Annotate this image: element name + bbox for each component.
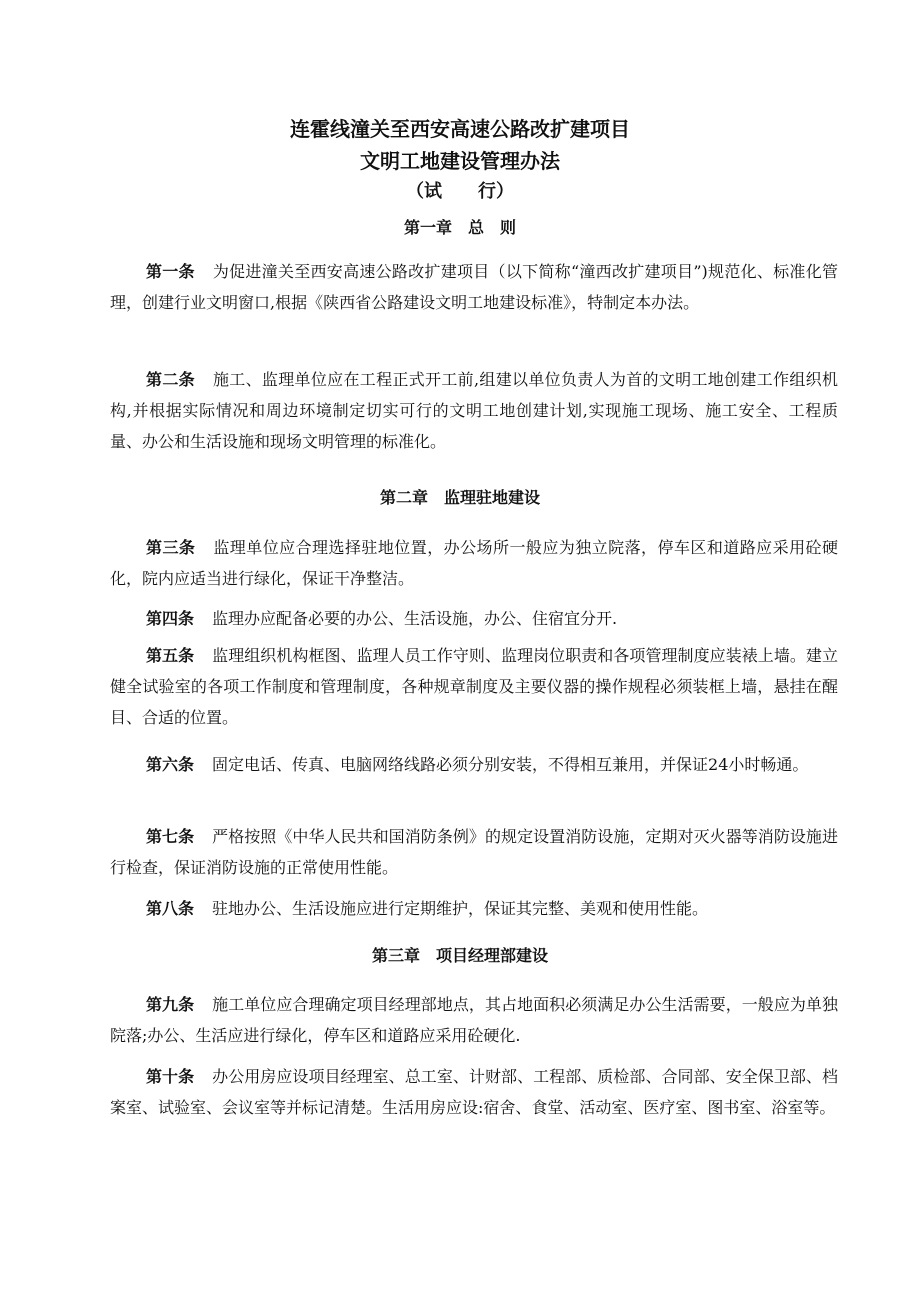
article-text: 办公用房应设项目经理室、总工室、计财部、工程部、质检部、合同部、安全保卫部、档案室、试验室、会议室等并标记清楚。生活用房应设:宿舍、食堂、活动室、医疗室、图书室、浴室等。 bbox=[110, 1067, 838, 1117]
article-paragraph bbox=[110, 821, 838, 883]
article-paragraph bbox=[110, 532, 838, 594]
document-subtitle: （试 行） bbox=[406, 181, 514, 202]
document-title-line1: 连霍线潼关至西安高速公路改扩建项目 bbox=[290, 117, 630, 141]
article-paragraph bbox=[110, 256, 838, 318]
chapter-heading: 第一章 总 则 bbox=[403, 218, 516, 237]
article-label: 第三条 bbox=[146, 538, 196, 557]
article-text: 施工单位应合理确定项目经理部地点，其占地面积必须满足办公生活需要，一般应为单独院落;办公、生活应进行绿化，停车区和道路应采用砼硬化. bbox=[110, 995, 838, 1045]
article-text: 驻地办公、生活设施应进行定期维护，保证其完整、美观和使用性能。 bbox=[212, 899, 709, 918]
article-paragraph bbox=[110, 893, 838, 924]
document-title-line2: 文明工地建设管理办法 bbox=[360, 149, 560, 173]
article-text: 为促进潼关至西安高速公路改扩建项目（以下简称“潼西改扩建项目”)规范化、标准化管理，创建行业文明窗口,根据《陕西省公路建设文明工地建设标准》，特制定本办法。 bbox=[110, 262, 838, 312]
article-label: 第九条 bbox=[146, 995, 195, 1014]
article-label: 第二条 bbox=[146, 370, 195, 389]
article-label: 第十条 bbox=[146, 1067, 195, 1086]
article-text: 监理办应配备必要的办公、生活设施，办公、住宿宜分开. bbox=[212, 609, 618, 628]
article-label: 第五条 bbox=[146, 646, 195, 665]
article-paragraph bbox=[110, 603, 838, 634]
article-text: 严格按照《中华人民共和国消防条例》的规定设置消防设施，定期对灭火器等消防设施进行检查，保证消防设施的正常使用性能。 bbox=[110, 827, 838, 877]
chapter-heading: 第二章 监理驻地建设 bbox=[379, 488, 540, 507]
chapter-heading: 第三章 项目经理部建设 bbox=[371, 946, 548, 965]
article-paragraph bbox=[110, 364, 838, 457]
article-text: 固定电话、传真、电脑网络线路必须分别安装，不得相互兼用，并保证24小时畅通。 bbox=[212, 755, 809, 774]
article-label: 第八条 bbox=[146, 899, 195, 918]
article-text: 监理组织机构框图、监理人员工作守则、监理岗位职责和各项管理制度应装裱上墙。建立健全试验室的各项工作制度和管理制度，各种规章制度及主要仪器的操作规程必须装框上墙，悬挂在醒目、合适的位置。 bbox=[110, 646, 838, 727]
article-paragraph bbox=[110, 749, 838, 780]
article-label: 第一条 bbox=[146, 262, 195, 281]
article-text: 施工、监理单位应在工程正式开工前,组建以单位负责人为首的文明工地创建工作组织机构,并根据实际情况和周边环境制定切实可行的文明工地创建计划,实现施工现场、施工安全、工程质量、办公和生活设施和现场文明管理的标准化。 bbox=[110, 370, 838, 451]
article-text: 监理单位应合理选择驻地位置，办公场所一般应为独立院落，停车区和道路应采用砼硬化，院内应适当进行绿化，保证干净整洁。 bbox=[110, 538, 838, 588]
article-paragraph bbox=[110, 989, 838, 1051]
article-paragraph bbox=[110, 1061, 838, 1123]
article-label: 第四条 bbox=[146, 609, 195, 628]
article-paragraph bbox=[110, 640, 838, 733]
article-label: 第七条 bbox=[146, 827, 195, 846]
article-label: 第六条 bbox=[146, 755, 195, 774]
